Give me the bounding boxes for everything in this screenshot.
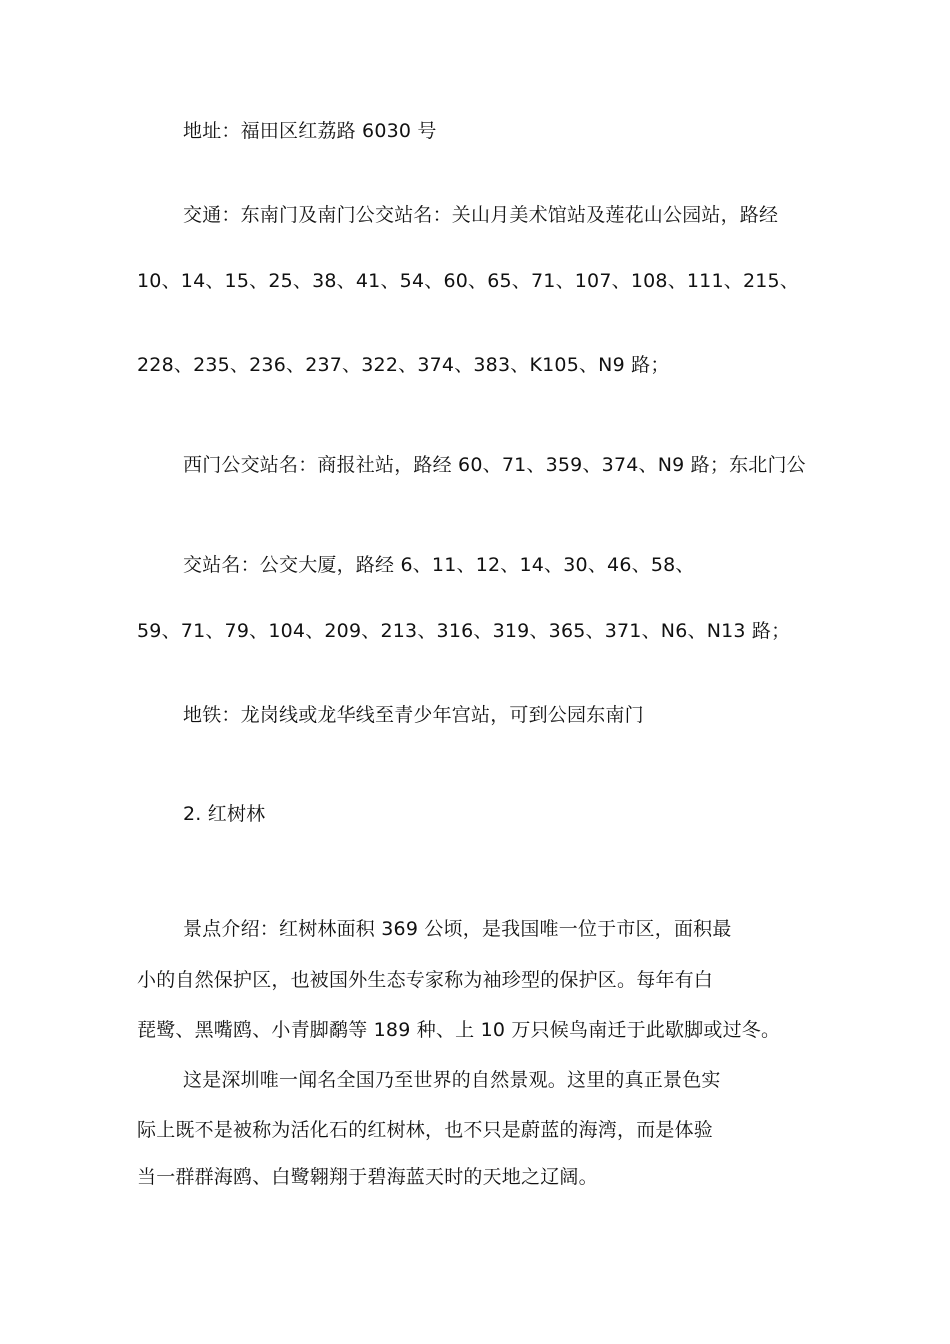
description-paragraph-line: 际上既不是被称为活化石的红树林，也不只是蔚蓝的海湾，而是体验 [137, 1119, 714, 1141]
bus-routes-line: 10、14、15、25、38、41、54、60、65、71、107、108、111、215、 [137, 270, 800, 292]
metro-line: 地铁：龙岗线或龙华线至青少年宫站，可到公园东南门 [183, 704, 644, 726]
description-paragraph-line: 当一群群海鸥、白鹭翱翔于碧海蓝天时的天地之辽阔。 [137, 1166, 598, 1188]
address-line: 地址：福田区红荔路 6030 号 [183, 120, 437, 142]
transport-line: 交通：东南门及南门公交站名：关山月美术馆站及莲花山公园站，路经 [183, 204, 779, 226]
bus-routes-line: 228、235、236、237、322、374、383、K105、N9 路； [137, 354, 670, 376]
intro-paragraph-line: 小的自然保护区，也被国外生态专家称为袖珍型的保护区。每年有白 [137, 969, 714, 991]
bus-routes-line: 59、71、79、104、209、213、316、319、365、371、N6、N13 路； [137, 620, 791, 642]
northeast-gate-line: 交站名：公交大厦，路经 6、11、12、14、30、46、58、 [183, 554, 695, 576]
section-heading: 2. 红树林 [183, 803, 266, 825]
west-gate-line: 西门公交站名：商报社站，路经 60、71、359、374、N9 路；东北门公 [183, 454, 806, 476]
intro-paragraph-line: 景点介绍：红树林面积 369 公顷，是我国唯一位于市区，面积最 [183, 918, 732, 940]
intro-paragraph-line: 琵鹭、黑嘴鸥、小青脚鹬等 189 种、上 10 万只候鸟南迁于此歇脚或过冬。 [137, 1019, 781, 1041]
description-paragraph-line: 这是深圳唯一闻名全国乃至世界的自然景观。这里的真正景色实 [183, 1069, 721, 1091]
